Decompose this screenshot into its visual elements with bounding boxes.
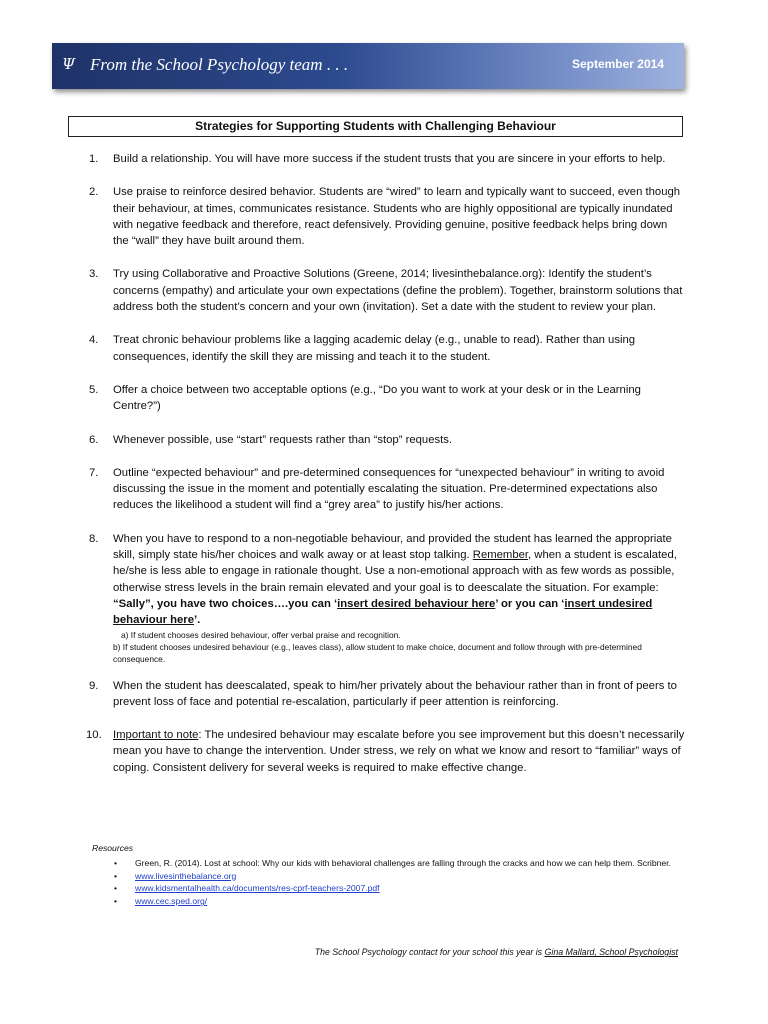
psi-logo-icon: Ψ	[62, 55, 76, 73]
item-text	[113, 727, 686, 776]
item-text: Outline “expected behaviour” and pre-determined consequences for “unexpected behaviour” in writing to avoid discussing the issue in the moment and potentially escalating the situation. Pre-determined expectations also reduces the likelihood a student will find a “grey area” to justify his/her actions.	[113, 466, 665, 512]
resource-citation: Green, R. (2014). Lost at school: Why our kids with behavioral challenges are falling through the cracks and how we can help them. Scribner.	[135, 857, 671, 868]
list-item	[86, 151, 686, 167]
item-text: Offer a choice between two acceptable options (e.g., “Do you want to work at your desk or in the Learning Centre?”)	[113, 383, 641, 413]
item-number: 6.	[89, 433, 99, 446]
strategies-list	[86, 151, 686, 793]
item-number: 5.	[89, 383, 99, 396]
item-number: 10.	[86, 729, 102, 742]
example-part: ’.	[194, 614, 201, 627]
resource-item	[112, 895, 692, 908]
item-text: Treat chronic behaviour problems like a lagging academic delay (e.g., unable to read). Rather than using consequences, identify the skill they are missing and teach it to the student.	[113, 334, 636, 363]
header-team: From the School Psychology team . . .	[90, 55, 349, 74]
item-text	[113, 531, 686, 596]
example-undesired: insert undesired behaviour here	[113, 597, 653, 627]
header-banner	[52, 43, 684, 89]
list-item	[86, 332, 686, 365]
important-label: Important to note	[113, 729, 199, 742]
item-text: Use praise to reinforce desired behavior. Students are “wired” to learn and typically want to succeed, even though their behaviour, at times, communicates resistance. Students who are highly oppositional are typically inundated with negative feedback and therefore, react defensively. Providing genuine, positive feedback helps bring down the “wall” they have built around them.	[113, 186, 681, 248]
list-item	[86, 266, 686, 315]
item-number: 3.	[89, 268, 99, 281]
item-number: 8.	[89, 532, 99, 545]
list-item	[86, 382, 686, 415]
footer-prefix: The School Psychology contact for your school this year is	[314, 947, 545, 957]
resource-link[interactable]: www.livesinthebalance.org	[135, 870, 237, 881]
resource-item	[112, 857, 692, 870]
bullet-icon: •	[114, 896, 118, 907]
sub-point-a: a) If student chooses desired behaviour, offer verbal praise and recognition.	[121, 629, 401, 640]
list-item	[86, 727, 686, 776]
example-part: “Sally”, you have two choices….you can ‘	[113, 597, 338, 610]
example-part: ’ or you can ‘	[495, 597, 565, 610]
resources-section	[92, 842, 692, 908]
sub-point-b: b) If student chooses undesired behaviour (e.g., leaves class), allow student to make choice, document and follow through with pre-determined consequence.	[113, 641, 642, 664]
item-number: 4.	[89, 334, 99, 347]
list-item	[86, 531, 686, 665]
page-title: Strategies for Supporting Students with Challenging Behaviour	[68, 116, 683, 137]
bullet-icon: •	[114, 857, 118, 868]
resources-list	[92, 857, 692, 908]
example-desired: insert desired behaviour here	[337, 597, 496, 610]
resources-title: Resources	[92, 843, 134, 853]
resource-item	[112, 882, 692, 895]
list-item	[86, 465, 686, 514]
bullet-icon: •	[114, 870, 118, 881]
list-item	[86, 184, 686, 249]
item-number: 7.	[89, 466, 99, 479]
remember-label: Remember	[472, 549, 529, 562]
item-number: 9.	[89, 679, 99, 692]
example-statement	[113, 596, 686, 629]
header-date: September 2014	[571, 57, 664, 71]
item-text: Try using Collaborative and Proactive Solutions (Greene, 2014; livesinthebalance.org): Identify the student’s concerns (empathy) and articulate your own expectations (define the problem). Together, brainstorm solutions that address both the student’s concern and your own (invitation). Set a date with the student to review your plan.	[113, 268, 683, 314]
item-text: Build a relationship. You will have more success if the student trusts that you are sincere in your efforts to help.	[113, 153, 666, 165]
item-text: When the student has deescalated, speak to him/her privately about the behaviour rather than in front of peers to prevent loss of face and potential re-escalation, particularly if peer attention is reinforcing.	[113, 679, 677, 708]
item-text-part: , when a student is escalated, he/she is less able to engage in rationale thought. Use a non-emotional approach with as few words as possible, otherwise stress levels in the brain remain elevated and your goal is to deescalate the situation. For example:	[113, 549, 677, 594]
list-item	[86, 678, 686, 711]
item-text-part: : The undesired behaviour may escalate before you see improvement but this doesn’t necessarily mean you have to change the intervention. Under stress, we rely on what we know and resort to “familiar” ways of coping. Consistent delivery for several weeks is required to make effective change.	[113, 729, 685, 774]
bullet-icon: •	[114, 883, 118, 894]
resource-link[interactable]: www.cec.sped.org/	[135, 896, 208, 907]
resource-item	[112, 870, 692, 883]
item-text: Whenever possible, use “start” requests rather than “stop” requests.	[113, 433, 453, 446]
item-number: 1.	[89, 153, 99, 165]
resource-link[interactable]: www.kidsmentalhealth.ca/documents/res-cprf-teachers-2007.pdf	[135, 883, 380, 894]
footer-contact-name: Gina Mallard, School Psychologist	[544, 947, 678, 957]
item-text-part: When you have to respond to a non-negotiable behaviour, and provided the student has learned the appropriate skill, simply state his/her choices and walk away or at least stop talking.	[113, 532, 672, 562]
item-number: 2.	[89, 186, 99, 199]
list-item	[86, 432, 686, 448]
footer-contact	[315, 947, 678, 957]
